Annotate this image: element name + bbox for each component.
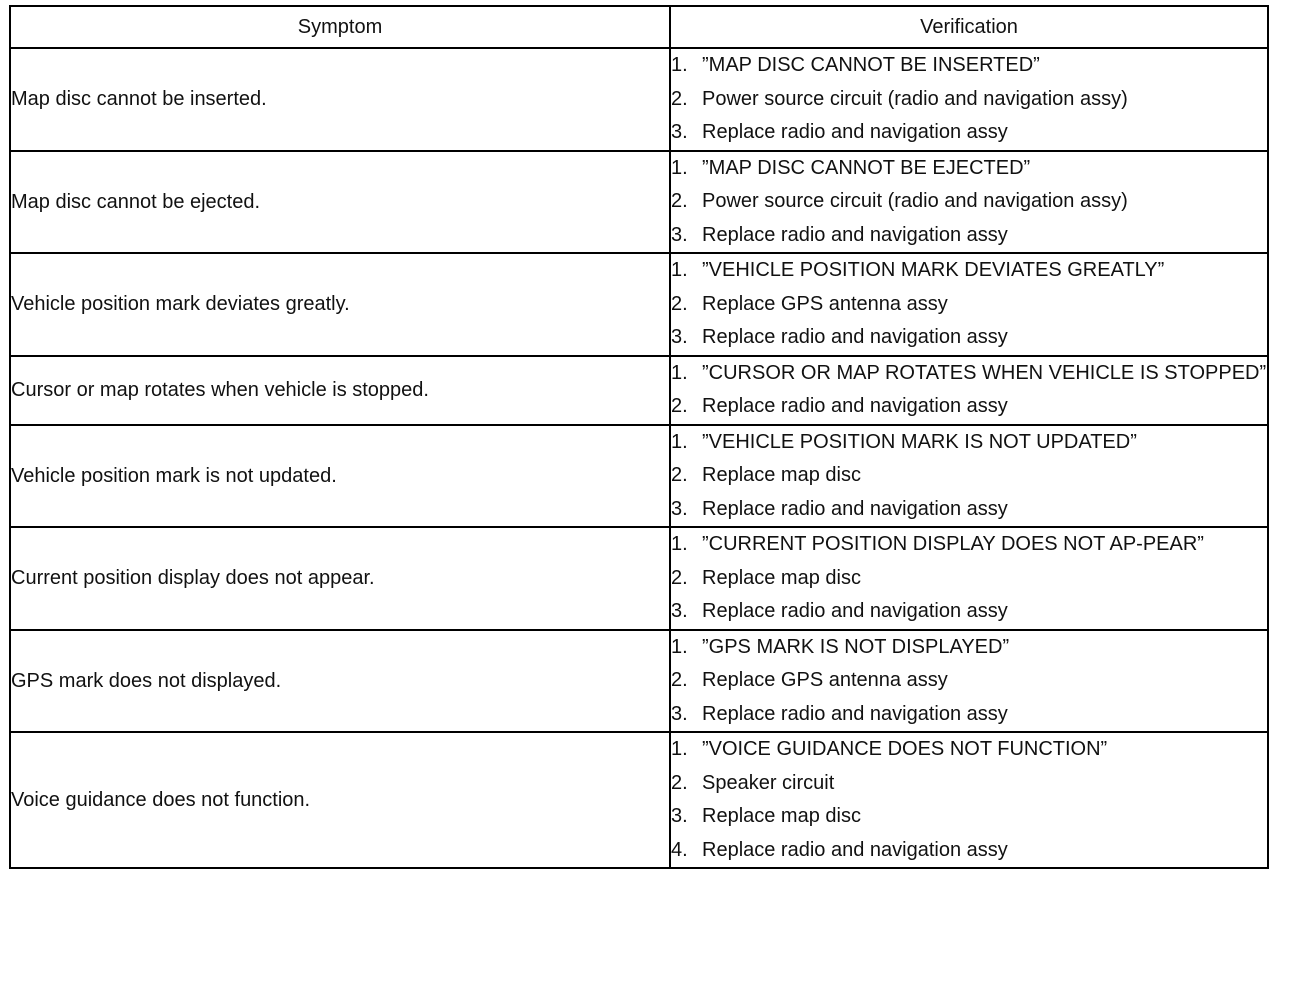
symptom-cell: Cursor or map rotates when vehicle is stopped. [10,356,670,425]
verification-cell [670,630,1268,733]
step-text: Replace map disc [702,805,861,827]
step-text: Replace radio and navigation assy [702,223,1008,246]
verification-steps [671,152,1267,253]
verification-step [671,83,1267,117]
step-text: Speaker circuit [702,771,835,794]
step-number: 2. [671,464,688,486]
verification-step [671,357,1267,391]
verification-step [671,459,1267,493]
step-number: 2. [671,87,688,110]
step-text: Replace map disc [702,464,861,486]
verification-steps [671,357,1267,424]
verification-steps [671,528,1267,629]
verification-step [671,288,1267,322]
step-number: 2. [671,669,688,691]
table-row [10,253,1268,356]
step-number: 2. [671,566,688,589]
symptom-cell: Current position display does not appear. [10,527,670,630]
verification-step [671,733,1267,767]
verification-step [671,321,1267,355]
table-row [10,527,1268,630]
step-number: 3. [671,121,688,143]
step-text: Replace radio and navigation assy [702,497,1008,520]
step-number: 3. [671,223,688,246]
verification-step [671,493,1267,527]
step-text: ”GPS MARK IS NOT DISPLAYED” [702,635,1010,658]
step-text: Replace radio and navigation assy [702,838,1008,861]
table-row [10,356,1268,425]
verification-step [671,185,1267,219]
step-text: ”VEHICLE POSITION MARK DEVIATES GREATLY” [702,259,1165,281]
step-text: Replace radio and navigation assy [702,326,1008,348]
verification-step [671,116,1267,150]
verification-steps [671,49,1267,150]
step-text: Power source circuit (radio and navigation assy) [702,87,1128,110]
step-number: 1. [671,738,688,760]
verification-step [671,698,1267,732]
step-text: ”MAP DISC CANNOT BE INSERTED” [702,54,1040,76]
step-number: 3. [671,702,688,725]
symptom-cell: Vehicle position mark deviates greatly. [10,253,670,356]
step-number: 1. [671,430,688,453]
step-number: 2. [671,771,688,794]
step-text: Replace GPS antenna assy [702,292,948,315]
step-number: 1. [671,54,688,76]
verification-step [671,254,1267,288]
step-number: 1. [671,156,688,179]
step-number: 3. [671,497,688,520]
verification-cell [670,151,1268,254]
verification-step [671,595,1267,629]
step-text: Replace radio and navigation assy [702,121,1008,143]
table-row [10,732,1268,868]
verification-cell [670,48,1268,151]
verification-step [671,426,1267,460]
step-text: Replace map disc [702,566,861,589]
table-row [10,48,1268,151]
symptom-cell: Map disc cannot be inserted. [10,48,670,151]
verification-steps [671,631,1267,732]
step-number: 1. [671,361,688,384]
verification-step [671,152,1267,186]
symptom-cell: Vehicle position mark is not updated. [10,425,670,528]
verification-step [671,219,1267,253]
verification-cell [670,253,1268,356]
table-row [10,630,1268,733]
symptom-cell: Map disc cannot be ejected. [10,151,670,254]
verification-step [671,528,1267,562]
symptom-cell: Voice guidance does not function. [10,732,670,868]
step-text: ”VEHICLE POSITION MARK IS NOT UPDATED” [702,430,1137,453]
step-text: ”MAP DISC CANNOT BE EJECTED” [702,156,1031,179]
step-text: ”CURRENT POSITION DISPLAY DOES NOT AP-PEAR” [702,533,1204,555]
verification-step [671,767,1267,801]
verification-step [671,49,1267,83]
step-number: 1. [671,259,688,281]
verification-steps [671,254,1267,355]
step-text: Replace radio and navigation assy [702,600,1008,622]
table-header-row [10,6,1268,48]
step-number: 4. [671,838,688,861]
verification-step [671,834,1267,868]
verification-step [671,562,1267,596]
step-number: 2. [671,395,688,417]
step-text: Replace radio and navigation assy [702,395,1008,417]
header-verification: Verification [670,6,1268,48]
verification-step [671,390,1267,424]
table-row [10,425,1268,528]
header-symptom: Symptom [10,6,670,48]
verification-step [671,664,1267,698]
verification-cell [670,732,1268,868]
step-number: 3. [671,805,688,827]
step-text: ”VOICE GUIDANCE DOES NOT FUNCTION” [702,738,1108,760]
step-number: 3. [671,600,688,622]
table-row [10,151,1268,254]
step-text: Replace GPS antenna assy [702,669,948,691]
step-text: ”CURSOR OR MAP ROTATES WHEN VEHICLE IS STOPPED” [702,361,1267,384]
verification-step [671,800,1267,834]
verification-cell [670,356,1268,425]
verification-step [671,631,1267,665]
step-number: 1. [671,635,688,658]
step-number: 2. [671,190,688,212]
step-text: Power source circuit (radio and navigation assy) [702,190,1128,212]
symptom-table [9,5,1269,869]
verification-cell [670,425,1268,528]
verification-steps [671,733,1267,867]
step-number: 2. [671,292,688,315]
verification-cell [670,527,1268,630]
table-body [10,48,1268,868]
symptom-cell: GPS mark does not displayed. [10,630,670,733]
step-number: 3. [671,326,688,348]
verification-steps [671,426,1267,527]
step-text: Replace radio and navigation assy [702,702,1008,725]
step-number: 1. [671,533,688,555]
